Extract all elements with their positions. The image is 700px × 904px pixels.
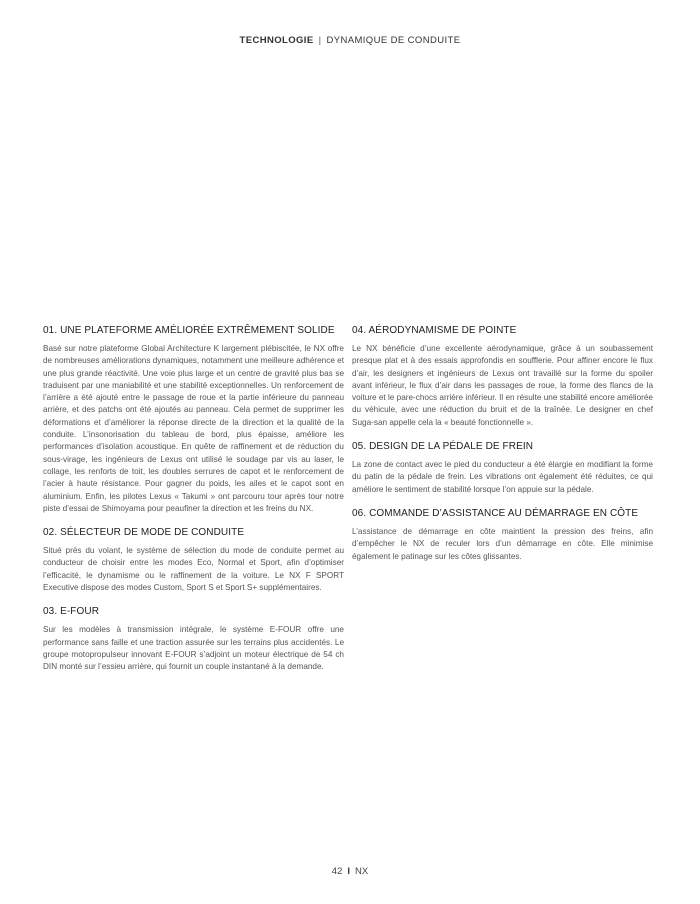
section-drive-mode	[43, 526, 344, 594]
section-hill-start	[352, 507, 653, 563]
section-title: 03. E-FOUR	[43, 606, 100, 618]
header-section: TECHNOLOGIE	[239, 35, 314, 46]
page-header	[0, 35, 700, 46]
section-title: 05. DESIGN DE LA PÉDALE DE FREIN	[352, 441, 534, 453]
hero-image-area	[40, 56, 660, 312]
section-body: L’assistance de démarrage en côte maintient la pression des freins, afin d’empêcher le NX de reculer lors d’un démarrage en côte. Elle minimise également le patinage sur les côtes glissantes.	[352, 526, 653, 561]
header-subsection: DYNAMIQUE DE CONDUITE	[326, 35, 461, 46]
section-platform	[43, 324, 344, 515]
section-aerodynamics	[352, 324, 653, 429]
left-column	[43, 324, 344, 685]
footer-separator: I	[347, 866, 350, 877]
header-separator: |	[318, 35, 322, 46]
section-body: Sur les modèles à transmission intégrale, le système E-FOUR offre une performance sans faille et une traction assurée sur les terrains plus accidentés. Le groupe motopropulseur innovant E-FOUR s’adjoint un moteur électrique de 54 ch DIN monté sur l’essieu arrière, qui fournit un couple instantané à la demande.	[43, 625, 344, 672]
section-title: 02. SÉLECTEUR DE MODE DE CONDUITE	[43, 527, 245, 539]
page-number: 42	[331, 866, 343, 877]
page-footer	[0, 866, 700, 877]
section-title: 06. COMMANDE D’ASSISTANCE AU DÉMARRAGE EN CÔTE	[352, 507, 639, 519]
footer-model: NX	[355, 866, 369, 877]
section-title: 01. UNE PLATEFORME AMÉLIORÉE EXTRÊMEMENT SOLIDE	[43, 325, 335, 336]
section-body: La zone de contact avec le pied du conducteur a été élargie en modifiant la forme du patin de la pédale de frein. Les vibrations ont également été réduites, ce qui améliore le sentiment de stabilité lorsque l’on appuie sur la pédale.	[352, 460, 653, 494]
section-e-four	[43, 605, 344, 673]
section-body: Le NX bénéficie d’une excellente aérodynamique, grâce à un soubassement presque plat et à des essais approfondis en soufflerie. Pour affiner encore le flux d’air, les designers et ingénieurs de Lexus ont travaillé sur la forme du spoiler avant inférieur, le flux d’air dans les passages de roue, la forme des flancs de la voiture et le pare-chocs arrière inférieur. Il en résulte une stabilité encore améliorée du véhicule, avec une réduction du bruit et de la traînée. Le designer en chef Suga-san appelle cela la « beauté fonctionnelle ».	[352, 344, 653, 427]
section-brake-pedal	[352, 440, 653, 496]
section-body: Basé sur notre plateforme Global Architecture K largement plébiscitée, le NX offre de nombreuses améliorations dynamiques, notamment une meilleure adhérence et une plus grande réactivité. Une voie plus large et un centre de gravité plus bas se traduisent par une maniabilité et une stabilité exceptionnelles. Un renforcement de l’arrière a été ajouté entre le passage de roue et la partie inférieure du panneau arrière, et des patchs ont été ajoutés au panneau. Cela permet de supprimer les déformations et d’améliorer la réponse directe de la direction et la qualité de la conduite. L’insonorisation du tableau de bord, plus épaisse, améliore les performances d’isolation acoustique. En quête de raffinement et de réduction du sous-virage, les ingénieurs de Lexus ont utilisé le soudage par vis au laser, le collage, les renforts de toit, les doubles serrures de capot et le renforcement de l’acier à haute résistance. Pour gagner du poids, les ailes et le capot sont en aluminium. Enfin, les pilotes Lexus « Takumi » ont parcouru tour après tour notre piste d’essai de Shimoyama pour peaufiner la direction et les freins du NX.	[43, 344, 344, 513]
right-column	[352, 324, 653, 574]
section-title: 04. AÉRODYNAMISME DE POINTE	[352, 325, 517, 336]
section-body: Situé près du volant, le système de sélection du mode de conduite permet au conducteur de choisir entre les modes Eco, Normal et Sport, afin d’optimiser l’efficacité, le dynamisme ou le raffinement de la voiture. Le NX F SPORT Executive dispose des modes Custom, Sport S et Sport S+ supplémentaires.	[43, 546, 344, 593]
